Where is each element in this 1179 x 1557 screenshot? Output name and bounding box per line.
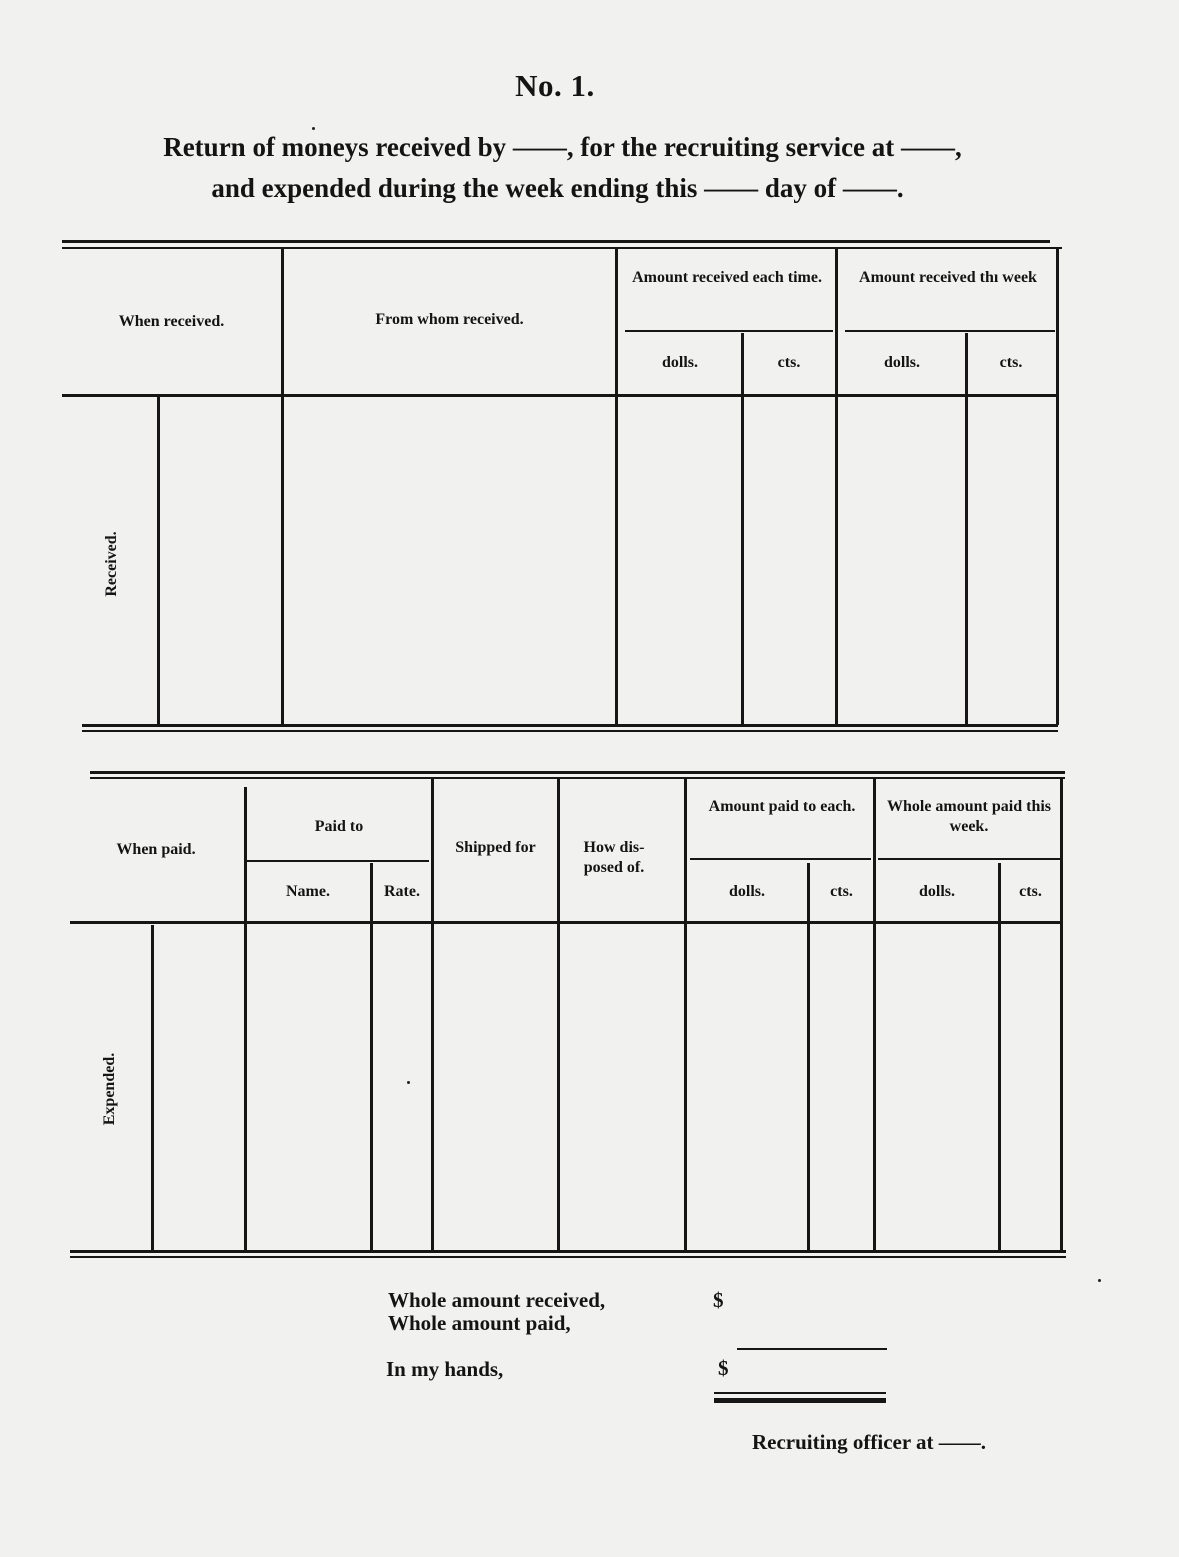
header-how-disposed-of: How dis- posed of. (583, 839, 645, 876)
received-table-top-rule-2 (62, 247, 1062, 249)
form-title-line-1: Return of moneys received by ——, for the recruiting service at ——, (163, 132, 962, 162)
print-speck (407, 1081, 410, 1084)
header-whole-amount-paid-week: Whole amount paid this week. (886, 798, 1052, 835)
header-dolls: dolls. (661, 354, 698, 371)
received-side-divider (157, 397, 160, 725)
header-cts: cts. (830, 883, 853, 900)
expended-table-bottom-rule (70, 1250, 1066, 1253)
header-cts: cts. (777, 354, 801, 371)
received-subheader-rule (845, 330, 1055, 332)
header-dolls: dolls. (883, 354, 920, 371)
recruiting-officer-signature-line: Recruiting officer at ——. (752, 1430, 987, 1454)
form-number: No. 1. (515, 68, 595, 103)
subtotal-rule (737, 1348, 887, 1350)
total-double-rule (714, 1392, 886, 1394)
received-table-top-rule (62, 240, 1050, 243)
expended-col-divider (244, 787, 247, 1251)
received-col-divider (741, 333, 744, 725)
header-rate: Rate. (384, 883, 420, 900)
expended-table-top-rule (90, 771, 1065, 774)
dollar-sign: $ (713, 1288, 724, 1312)
header-from-whom-received: From whom received. (375, 311, 524, 328)
header-amount-received-each-time: Amount received each time. (632, 269, 822, 286)
received-header-bottom-rule (62, 394, 1056, 397)
expended-side-divider (151, 925, 154, 1251)
form-title-line-2: and expended during the week ending this —— day of ——. (211, 173, 904, 203)
expended-table-top-rule-2 (90, 777, 1065, 779)
received-subheader-rule (625, 330, 833, 332)
header-dolls: dolls. (918, 883, 955, 900)
expended-col-divider (684, 779, 687, 1251)
expended-table-bottom-rule-2 (70, 1256, 1066, 1258)
header-when-paid: When paid. (116, 841, 196, 858)
header-cts: cts. (1019, 883, 1042, 900)
received-col-divider (835, 249, 838, 725)
expended-subheader-rule (247, 860, 429, 862)
header-paid-to: Paid to (314, 818, 364, 835)
received-table-bottom-rule-2 (82, 730, 1058, 732)
print-speck (1098, 1279, 1101, 1282)
header-cts: cts. (999, 354, 1023, 371)
expended-subheader-rule (878, 858, 1062, 860)
in-my-hands-label: In my hands, (386, 1357, 504, 1381)
received-col-divider (615, 249, 618, 725)
received-col-divider (965, 333, 968, 725)
dollar-sign: $ (718, 1356, 729, 1380)
received-col-divider (1056, 249, 1059, 725)
header-dolls: dolls. (728, 883, 765, 900)
header-name: Name. (286, 883, 330, 900)
received-side-label: Received. (103, 531, 120, 597)
header-amount-received-week: Amount received thı week (859, 269, 1037, 286)
header-shipped-for: Shipped for (455, 839, 536, 856)
print-speck (312, 127, 315, 130)
expended-col-divider (873, 779, 876, 1251)
whole-amount-received-label: Whole amount received, (388, 1288, 606, 1312)
expended-side-label: Expended. (101, 1052, 118, 1126)
header-when-received: When received. (118, 313, 225, 330)
header-amount-paid-each: Amount paid to each. (708, 798, 856, 815)
total-double-rule-2 (714, 1398, 886, 1403)
whole-amount-paid-label: Whole amount paid, (388, 1311, 571, 1335)
expended-col-divider (1060, 779, 1063, 1251)
expended-col-divider (557, 779, 560, 1251)
expended-header-bottom-rule (70, 921, 1062, 924)
expended-subheader-rule (690, 858, 871, 860)
received-table-bottom-rule (82, 724, 1058, 727)
